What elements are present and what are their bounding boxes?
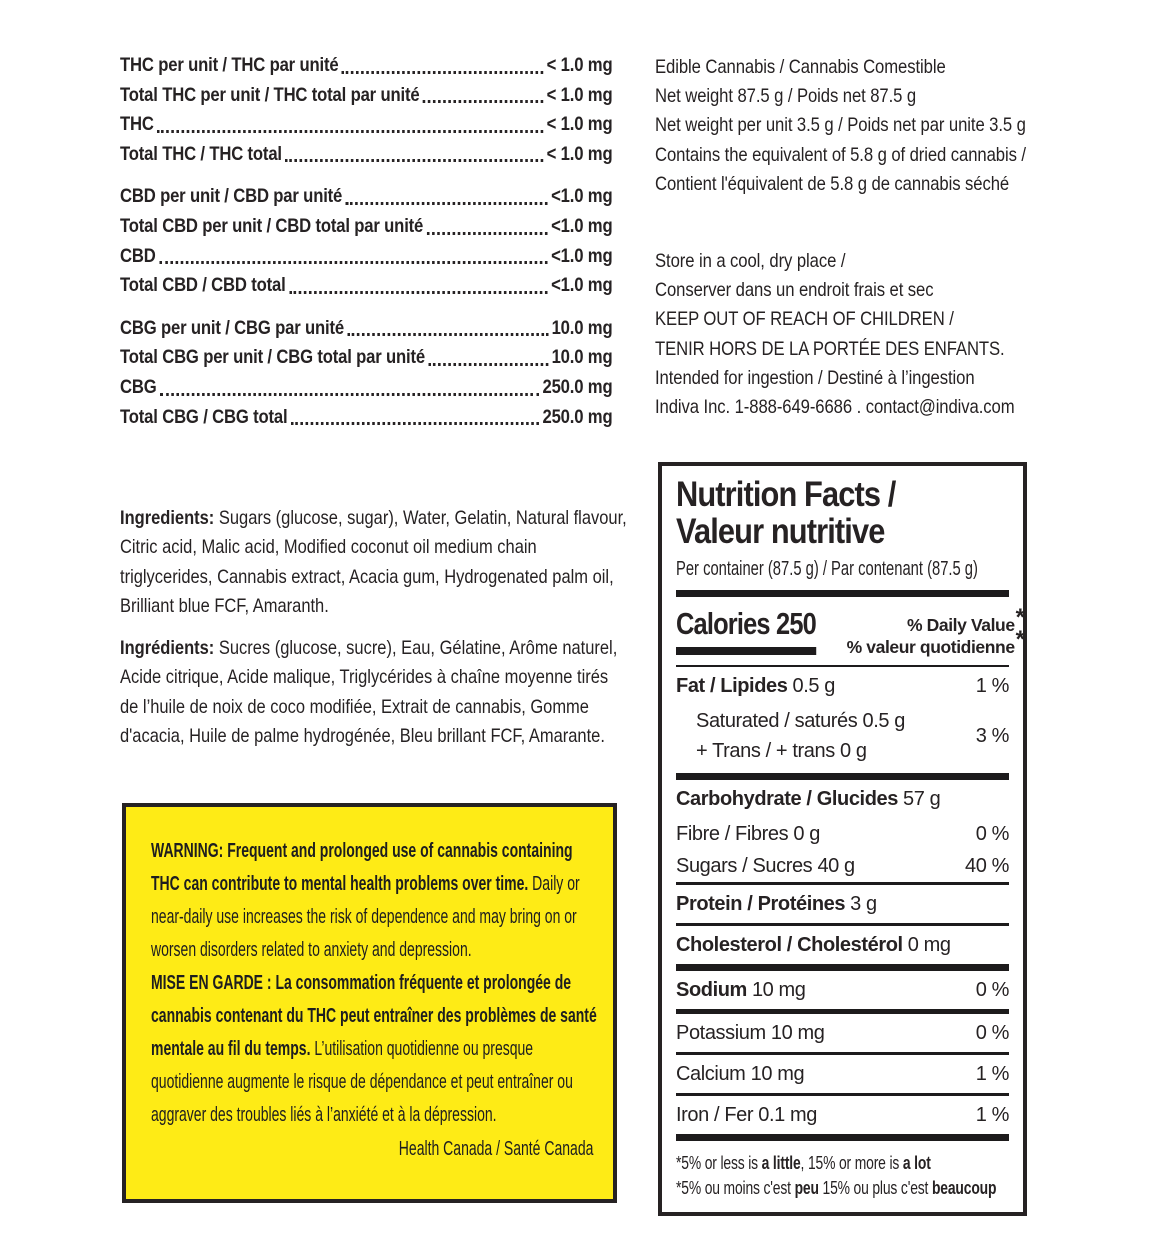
row-label: THC [120,113,154,136]
asterisk: * [1015,604,1025,631]
table-row [120,110,612,140]
warning-en-bold: WARNING: Frequent and prolonged use of cannabis containing THC can contribute to mental health problems over time. [151,840,573,895]
ingredients-fr [120,634,629,752]
row-value: 250.0 mg [542,375,613,398]
row-label: Total THC per unit / THC total par unité [120,83,420,106]
table-row [120,140,612,170]
nutrient-amount: 3 g [850,893,877,915]
cannabinoid-table [120,51,612,445]
nutrient-row-fat [676,667,1009,705]
ingredients-text: Sugars (glucose, sugar), Water, Gelatin, Natural flavour, Citric acid, Malic acid, Modified coconut oil medium chain triglycerides, Cannabis extract, Acacia gum, Hydrogenated palm oil, Brilliant blue FCF, Amaranth. [120,506,627,618]
nutrient-amount: 10 mg [751,979,806,1001]
leader-dots [160,393,539,396]
info-line: Net weight per unit 3.5 g / Poids net par unite 3.5 g [655,114,1026,137]
nutrient-label: Sugars / Sucres 40 g [676,855,855,877]
leader-dots [289,291,548,294]
divider [676,1134,1009,1141]
table-row [120,343,612,373]
info-line: Intended for ingestion / Destiné à l’ingestion [655,366,975,389]
row-label: Total CBD / CBD total [120,274,286,297]
ingredients-label: Ingrédients: [120,636,215,659]
table-row [120,314,612,344]
row-label: Total CBD per unit / CBD total par unité [120,214,424,237]
row-value: < 1.0 mg [546,83,613,106]
table-row [120,212,612,242]
nutrient-amount: 0.5 g [792,675,835,697]
ingredients-en [120,504,629,622]
nutrient-label: + Trans / + trans 0 g [696,740,867,762]
info-line: Store in a cool, dry place / [655,250,846,272]
leader-dots [159,261,548,264]
table-row [120,51,612,81]
leader-dots [428,363,548,366]
nutrient-row-cholesterol [676,926,1009,964]
table-row [120,81,612,111]
nutrition-panel [658,462,1027,1216]
nutrient-row-potassium [676,1014,1009,1052]
ingredients-text: Sucres (glucose, sucre), Eau, Gélatine, Arôme naturel, Acide citrique, Acide malique, Triglycérides à chaîne moyenne tirés de l’huile de noix de coco modifiée, Extrait de cannabis, Gomme d'acacia, Huile de palme hydrogénée, Bleu brillant FCF, Amarante. [120,636,618,748]
info-line: Net weight 87.5 g / Poids net 87.5 g [655,85,917,108]
warning-text [151,835,599,1166]
nutrition-title-fr: Valeur nutritive [676,512,885,551]
nutrient-row-sugars [676,850,1009,882]
daily-value-fr: % valeur quotidienne [846,637,1015,657]
table-row [120,182,612,212]
leader-dots [423,100,543,103]
leader-dots [291,422,539,425]
warning-fr-regular: L’utilisation quotidienne ou presque quotidienne augmente le risque de dépendance et peut entraîner ou aggraver des troubles liés à l’anxiété et à la dépression. [151,1038,573,1126]
nutrient-label: Sodium [676,979,747,1001]
per-container: Per container (87.5 g) / Par contenant (87.5 g) [676,557,978,580]
row-label: CBD [120,244,156,267]
leader-dots [427,232,548,235]
info-line: Edible Cannabis / Cannabis Comestible [655,56,946,78]
cbg-group [120,314,612,432]
divider [676,590,1009,597]
warning-text-fr [151,967,599,1132]
row-value: 10.0 mg [551,316,613,339]
footnote-fr: *5% ou moins c'est peu 15% ou plus c'est beaucoup [676,1177,997,1198]
divider [676,964,1009,971]
nutrient-amount: 0 mg [907,934,951,956]
warning-en-regular: Daily or near-daily use increases the risk of dependence and may bring on or worsen disorders related to anxiety and depression. [151,873,580,961]
nutrient-pct: 40 % [965,855,1009,877]
nutrient-row-sodium [676,971,1009,1009]
nutrient-row-fibre [676,818,1009,850]
nutrition-title [676,476,969,550]
row-value: <1.0 mg [551,214,613,237]
nutrient-row-calcium [676,1055,1009,1093]
nutrient-pct: 0 % [975,979,1009,1001]
leader-dots [347,333,548,336]
calories-value: Calories 250 [676,606,816,655]
info-line: Conserver dans un endroit frais et sec [655,279,934,302]
cbd-group [120,182,612,300]
nutrient-label: Fibre / Fibres 0 g [676,823,820,845]
row-label: CBD per unit / CBD par unité [120,185,343,208]
leader-dots [346,202,548,205]
divider [676,773,1009,780]
table-row [120,373,612,403]
asterisk: * [1015,626,1025,653]
nutrient-label: Protein / Protéines [676,893,846,915]
leader-dots [157,130,543,133]
nutrient-pct: 0 % [975,1022,1009,1044]
thc-group [120,51,612,169]
row-value: <1.0 mg [551,185,613,208]
nutrient-row-iron [676,1096,1009,1134]
nutrient-label: Carbohydrate / Glucides [676,788,898,810]
product-info [655,53,1124,199]
row-label: Total CBG per unit / CBG total par unité [120,346,426,369]
daily-value-header [846,604,1025,658]
row-value: <1.0 mg [551,244,613,267]
nutrient-label: Potassium 10 mg [676,1022,825,1044]
nutrient-label: Calcium 10 mg [676,1063,805,1085]
nutrient-pct: 1 % [975,675,1009,697]
calories-header [676,604,1025,658]
warning-box [122,803,617,1203]
table-row [120,271,612,301]
storage-info [655,247,1124,422]
row-value: <1.0 mg [551,274,613,297]
info-line: KEEP OUT OF REACH OF CHILDREN / [655,308,954,331]
row-value: 10.0 mg [551,346,613,369]
row-label: THC per unit / THC par unité [120,54,339,76]
nutrient-pct: 1 % [975,1104,1009,1126]
nutrient-label: Cholesterol / Cholestérol [676,934,903,956]
nutrition-title-en: Nutrition Facts / [676,475,896,514]
footnote-en: *5% or less is a little, 15% or more is a lot [676,1152,931,1173]
table-row [120,403,612,433]
row-label: Total CBG / CBG total [120,405,288,428]
nutrient-row-saturated-trans [676,705,1009,773]
health-canada-attribution: Health Canada / Santé Canada [398,1138,594,1160]
row-value: < 1.0 mg [546,142,613,165]
nutrient-amount: 57 g [902,788,941,810]
info-line: Contains the equivalent of 5.8 g of dried cannabis / [655,143,1026,166]
contact-line: Indiva Inc. 1-888-649-6686 . contact@indiva.com [655,396,1015,419]
nutrient-label: Iron / Fer 0.1 mg [676,1104,818,1126]
info-line: TENIR HORS DE LA PORTÉE DES ENFANTS. [655,337,1005,360]
leader-dots [285,159,543,162]
nutrient-label: Saturated / saturés 0.5 g [696,710,906,732]
nutrient-label: Fat / Lipides [676,675,788,697]
warning-fr-bold: MISE EN GARDE : La consommation fréquente et prolongée de cannabis contenant du THC peut entraîner des problèmes de santé mentale au fil du temps. [151,972,597,1060]
info-line: Contient l'équivalent de 5.8 g de cannabis séché [655,172,1010,195]
warning-text-en [151,835,599,967]
nutrient-row-carbohydrate [676,780,1009,818]
nutrient-row-protein [676,885,1009,923]
nutrient-pct: 3 % [975,724,1009,747]
table-row [120,242,612,272]
row-value: < 1.0 mg [546,54,613,76]
row-value: 250.0 mg [542,405,613,428]
nutrient-pct: 1 % [975,1063,1009,1085]
leader-dots [342,71,543,74]
row-label: Total THC / THC total [120,142,282,165]
row-value: < 1.0 mg [546,113,613,136]
ingredients-label: Ingredients: [120,506,215,529]
row-label: CBG per unit / CBG par unité [120,316,345,339]
daily-value-en: % Daily Value [907,615,1015,635]
nutrient-pct: 0 % [975,823,1009,845]
footnote [676,1150,997,1200]
row-label: CBG [120,375,157,398]
